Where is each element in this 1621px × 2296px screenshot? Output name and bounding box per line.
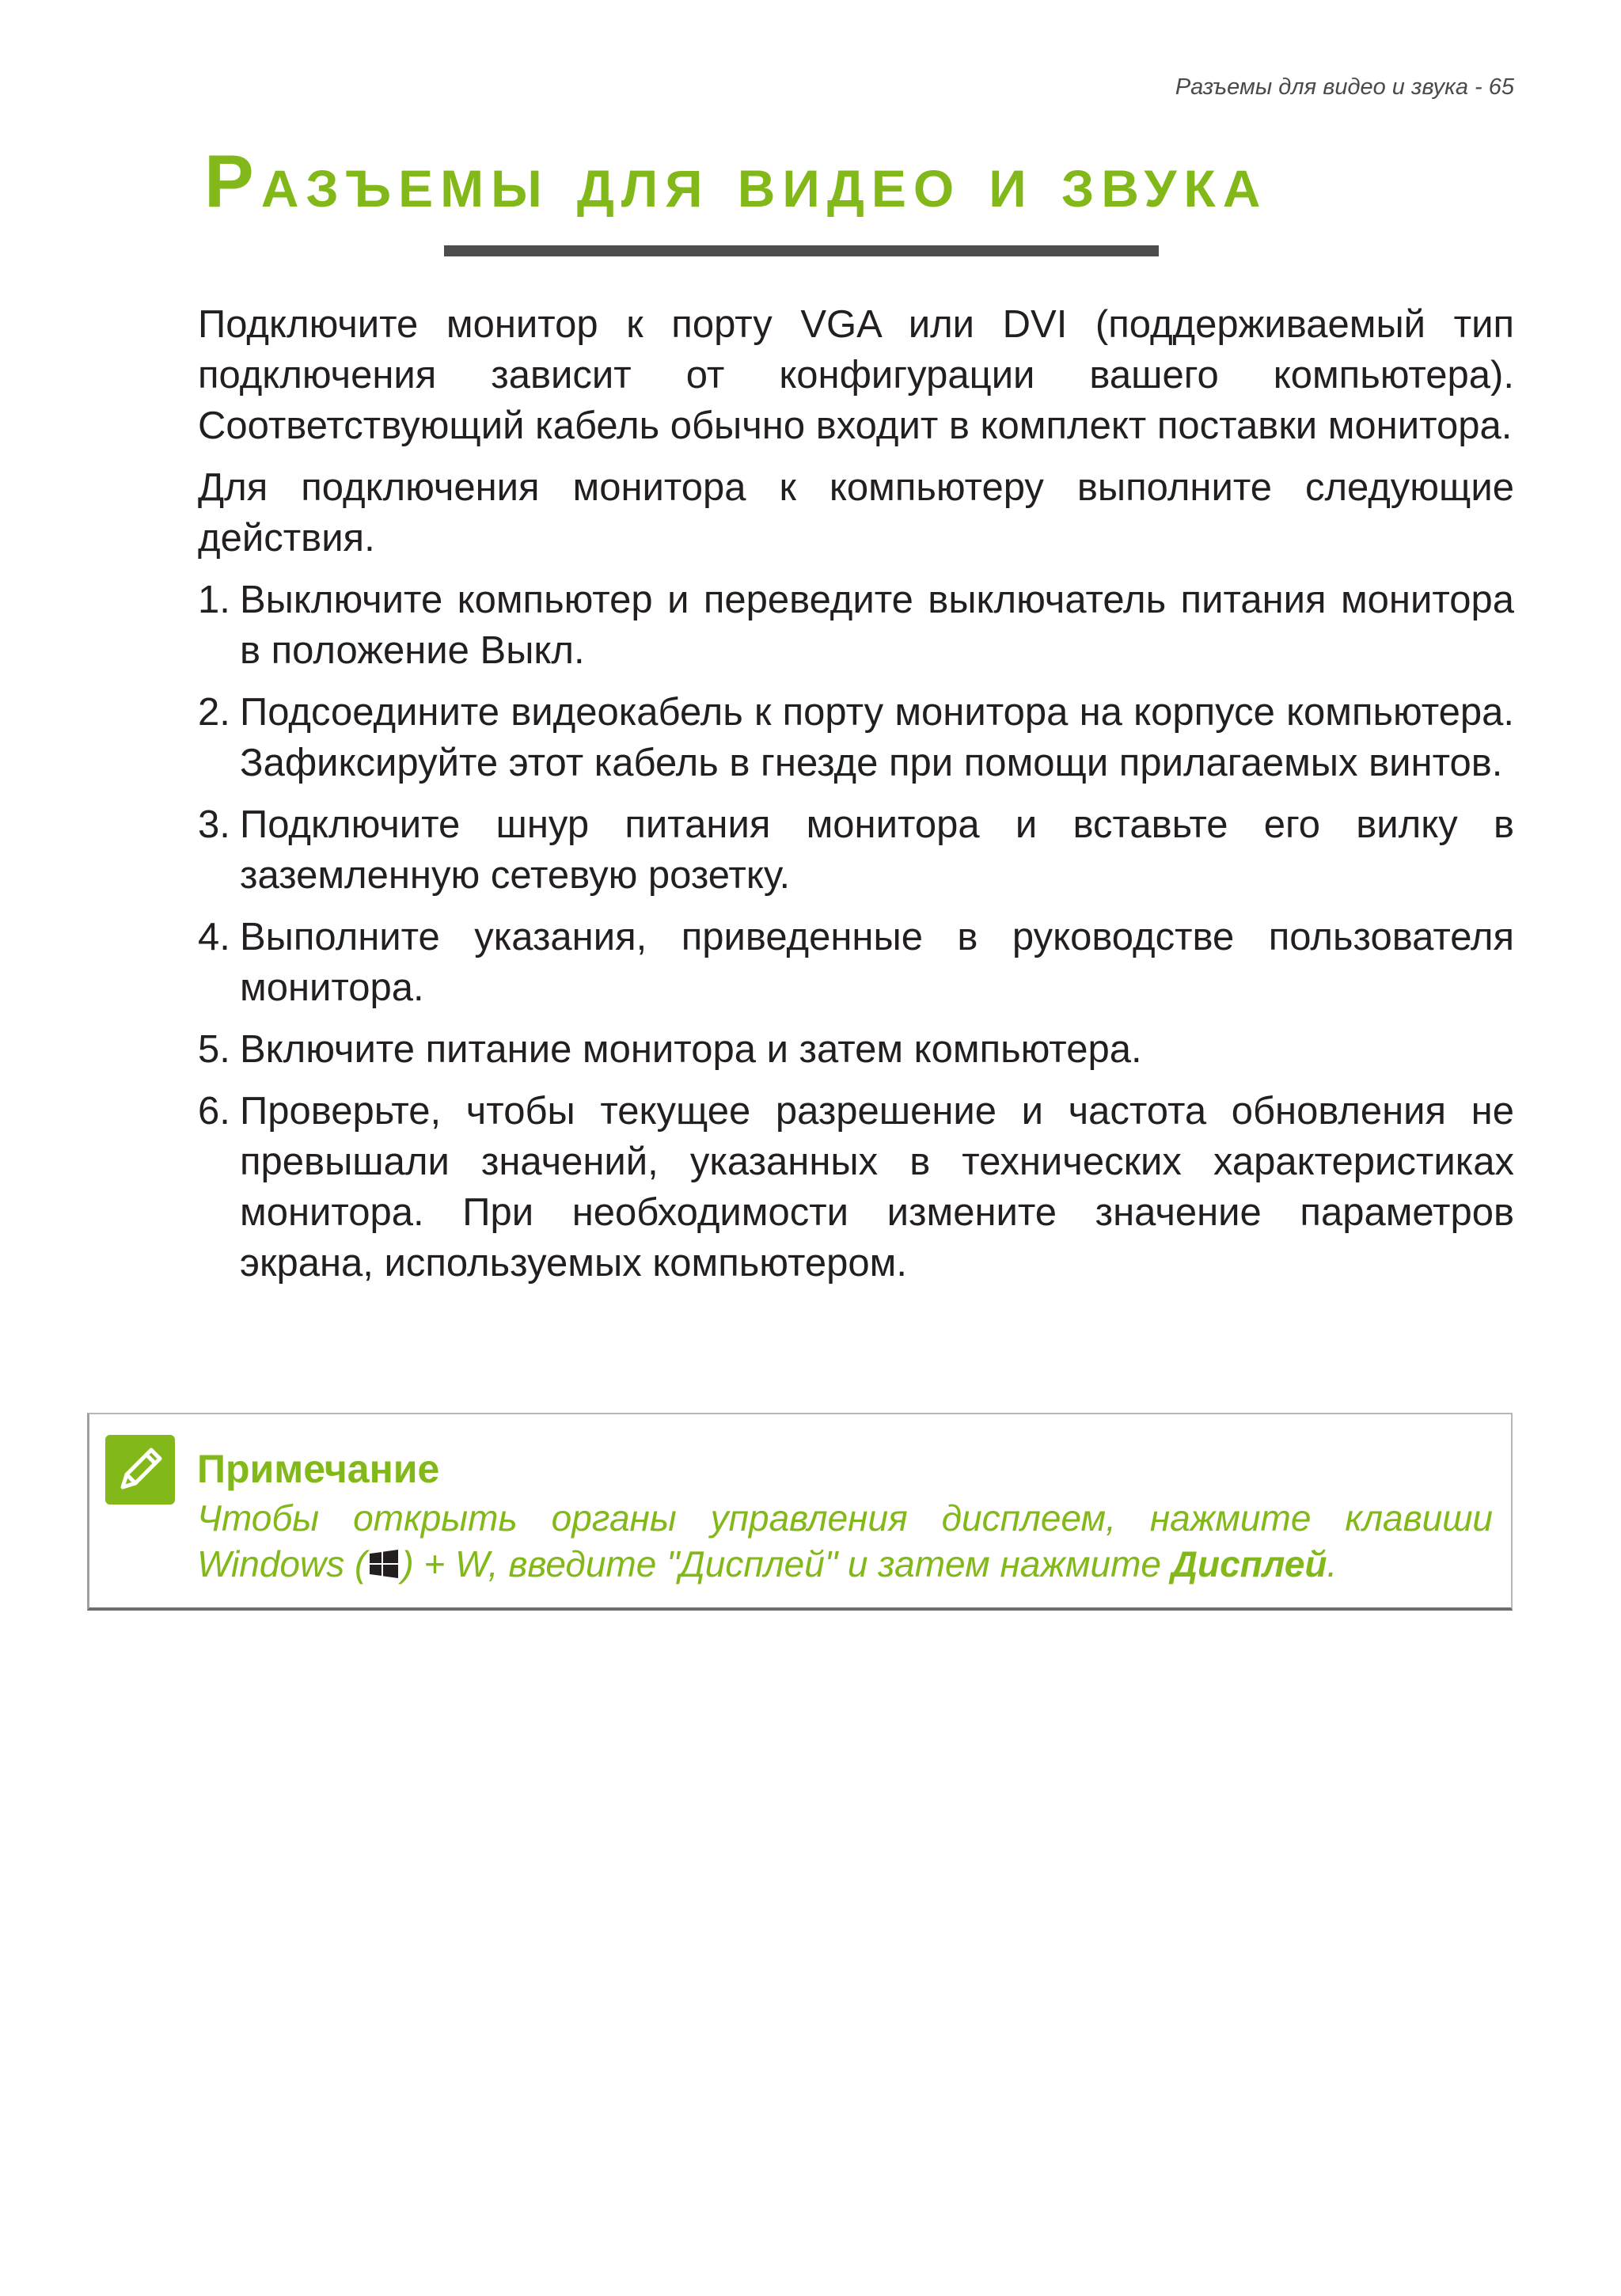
pencil-icon: [105, 1435, 175, 1505]
step-text: Проверьте, чтобы текущее разрешение и частота обновления не превышали значений, указанных в технических характеристиках монитора. При необходимости измените значение параметров экрана, используемых компьютером.: [240, 1090, 1514, 1285]
steps-list: [198, 575, 1514, 1288]
step-text: Подсоедините видеокабель к порту монитора на корпусе компьютера. Зафиксируйте этот кабель в гнезде при помощи прилагаемых винтов.: [240, 691, 1514, 784]
step-text: Выключите компьютер и переведите выключатель питания монитора в положение Выкл.: [240, 579, 1514, 672]
list-item: [198, 575, 1514, 676]
note-text-end: .: [1327, 1543, 1338, 1584]
note-box: [87, 1413, 1513, 1611]
page-title: Разъемы для видео и звука: [204, 139, 1268, 222]
list-item: [198, 687, 1514, 788]
note-text-part2: ) + W, введите "Дисплей" и затем нажмите: [401, 1543, 1171, 1584]
list-item: [198, 799, 1514, 901]
step-number: 3.: [198, 803, 230, 846]
steps-lead-paragraph: Для подключения монитора к компьютеру выполните следующие действия.: [198, 466, 1514, 560]
step-text: Подключите шнур питания монитора и вставьте его вилку в заземленную сетевую розетку.: [240, 803, 1514, 897]
step-text: Выполните указания, приведенные в руководстве пользователя монитора.: [240, 916, 1514, 1009]
step-text: Включите питание монитора и затем компьютера.: [240, 1028, 1142, 1071]
step-number: 1.: [198, 579, 230, 621]
running-header: Разъемы для видео и звука - 65: [1175, 74, 1514, 100]
list-item: [198, 1024, 1514, 1075]
step-number: 6.: [198, 1090, 230, 1133]
windows-logo-icon: [368, 1544, 400, 1590]
intro-paragraph: Подключите монитор к порту VGA или DVI (поддерживаемый тип подключения зависит от конфигурации вашего компьютера). Соответствующий кабель обычно входит в комплект поставки монитора.: [198, 303, 1514, 447]
title-rule: [444, 245, 1159, 256]
note-text-part1: Чтобы открыть органы управления дисплеем, нажмите клавиши Windows (: [197, 1497, 1493, 1584]
note-text: [197, 1495, 1493, 1590]
list-item: [198, 1086, 1514, 1288]
note-title: Примечание: [197, 1447, 440, 1491]
main-content: [198, 299, 1514, 1300]
step-number: 2.: [198, 691, 230, 734]
step-number: 4.: [198, 916, 230, 958]
note-emphasis: Дисплей: [1171, 1543, 1327, 1584]
step-number: 5.: [198, 1028, 230, 1071]
list-item: [198, 912, 1514, 1013]
